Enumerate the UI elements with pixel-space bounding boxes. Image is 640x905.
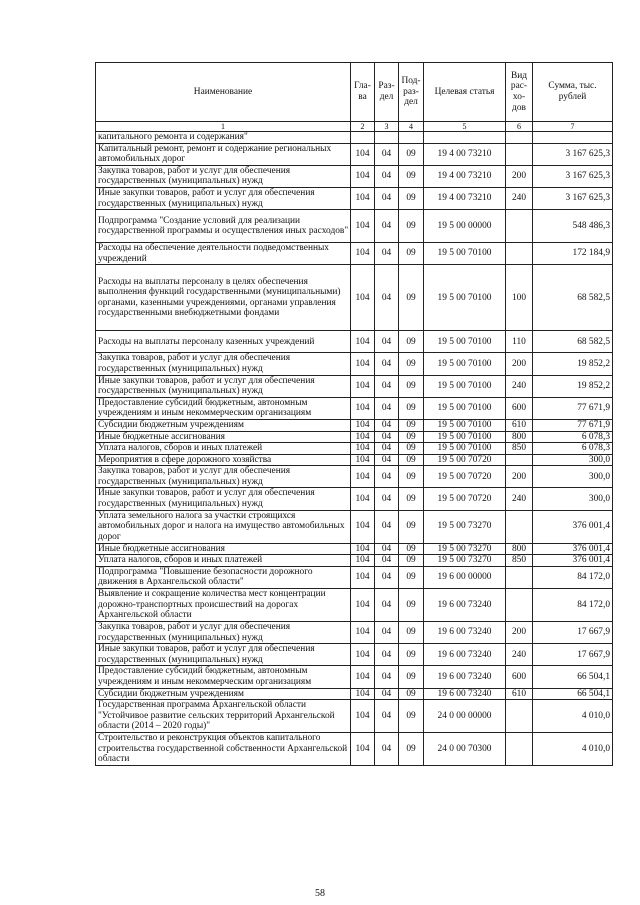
row-sum: 376 001,4 [533, 510, 613, 543]
row-podrazdel: 09 [399, 488, 424, 510]
row-podrazdel: 09 [399, 165, 424, 187]
row-expense-type: 600 [506, 397, 533, 419]
row-podrazdel: 09 [399, 733, 424, 766]
row-name: Закупка товаров, работ и услуг для обеспечения государственных (муниципальных) нужд [96, 165, 351, 187]
header-vid: Вид рас-хо-дов [506, 63, 533, 122]
row-glava: 104 [351, 700, 375, 733]
row-glava: 104 [351, 543, 375, 555]
row-target-article: 19 5 00 70100 [424, 397, 506, 419]
row-expense-type: 850 [506, 555, 533, 567]
row-sum: 376 001,4 [533, 543, 613, 555]
row-target-article: 19 5 00 70100 [424, 331, 506, 353]
row-sum: 548 486,3 [533, 210, 613, 243]
row-sum: 300,0 [533, 466, 613, 488]
row-sum: 6 078,3 [533, 431, 613, 443]
row-podrazdel: 09 [399, 510, 424, 543]
row-name: Закупка товаров, работ и услуг для обеспечения государственных (муниципальных) нужд [96, 353, 351, 375]
row-glava: 104 [351, 666, 375, 688]
row-glava: 104 [351, 488, 375, 510]
row-target-article: 19 5 00 70100 [424, 375, 506, 397]
row-razdel: 04 [375, 331, 399, 353]
row-glava: 104 [351, 644, 375, 666]
header-name: Наименование [96, 63, 351, 122]
row-target-article [424, 132, 506, 144]
table-row [96, 210, 613, 243]
row-name: Уплата налогов, сборов и иных платежей [96, 443, 351, 455]
row-glava: 104 [351, 466, 375, 488]
row-sum: 376 001,4 [533, 555, 613, 567]
table-row [96, 265, 613, 331]
row-podrazdel: 09 [399, 466, 424, 488]
row-expense-type [506, 132, 533, 144]
row-sum: 68 582,5 [533, 265, 613, 331]
table-row [96, 589, 613, 622]
row-name: Расходы на обеспечение деятельности подведомственных учреждений [96, 243, 351, 265]
row-razdel: 04 [375, 187, 399, 209]
row-expense-type: 200 [506, 622, 533, 644]
row-expense-type [506, 566, 533, 588]
row-expense-type: 200 [506, 466, 533, 488]
row-razdel: 04 [375, 622, 399, 644]
row-name: Капитальный ремонт, ремонт и содержание региональных автомобильных дорог [96, 143, 351, 165]
row-razdel [375, 132, 399, 144]
row-razdel: 04 [375, 733, 399, 766]
row-expense-type: 610 [506, 419, 533, 431]
row-podrazdel: 09 [399, 419, 424, 431]
row-glava: 104 [351, 566, 375, 588]
row-podrazdel: 09 [399, 431, 424, 443]
row-sum [533, 132, 613, 144]
table-row [96, 700, 613, 733]
table-row [96, 375, 613, 397]
row-podrazdel: 09 [399, 700, 424, 733]
row-name: Иные бюджетные ассигнования [96, 543, 351, 555]
row-glava: 104 [351, 419, 375, 431]
row-sum: 3 167 625,3 [533, 165, 613, 187]
row-glava: 104 [351, 187, 375, 209]
row-target-article: 19 4 00 73210 [424, 165, 506, 187]
row-name: Закупка товаров, работ и услуг для обеспечения государственных (муниципальных) нужд [96, 622, 351, 644]
row-glava: 104 [351, 143, 375, 165]
row-podrazdel: 09 [399, 331, 424, 353]
row-razdel: 04 [375, 666, 399, 688]
row-razdel: 04 [375, 510, 399, 543]
row-podrazdel: 09 [399, 589, 424, 622]
row-sum: 6 078,3 [533, 443, 613, 455]
row-glava: 104 [351, 688, 375, 700]
row-sum: 17 667,9 [533, 622, 613, 644]
row-target-article: 19 6 00 73240 [424, 589, 506, 622]
row-podrazdel [399, 132, 424, 144]
row-expense-type [506, 243, 533, 265]
row-target-article: 19 5 00 73270 [424, 510, 506, 543]
row-expense-type [506, 589, 533, 622]
row-sum: 4 010,0 [533, 700, 613, 733]
table-row [96, 243, 613, 265]
row-sum: 84 172,0 [533, 589, 613, 622]
row-razdel: 04 [375, 644, 399, 666]
row-expense-type: 800 [506, 543, 533, 555]
row-expense-type: 850 [506, 443, 533, 455]
row-name: Субсидии бюджетным учреждениям [96, 419, 351, 431]
row-target-article: 19 5 00 00000 [424, 210, 506, 243]
row-podrazdel: 09 [399, 143, 424, 165]
row-sum: 300,0 [533, 454, 613, 466]
row-name: Предоставление субсидий бюджетным, автономным учреждениям и иным некоммерческим организациям [96, 397, 351, 419]
row-podrazdel: 09 [399, 543, 424, 555]
row-podrazdel: 09 [399, 666, 424, 688]
row-razdel: 04 [375, 165, 399, 187]
row-name: Подпрограмма "Создание условий для реализации государственной программы и осуществления иных расходов" [96, 210, 351, 243]
row-target-article: 19 6 00 73240 [424, 688, 506, 700]
row-glava: 104 [351, 265, 375, 331]
row-name: Расходы на выплаты персоналу казенных учреждений [96, 331, 351, 353]
table-body [96, 132, 613, 766]
column-number: 4 [399, 122, 424, 132]
table-row [96, 187, 613, 209]
row-razdel: 04 [375, 431, 399, 443]
row-sum: 4 010,0 [533, 733, 613, 766]
column-number: 3 [375, 122, 399, 132]
row-sum: 300,0 [533, 488, 613, 510]
row-razdel: 04 [375, 543, 399, 555]
row-glava: 104 [351, 733, 375, 766]
budget-table [95, 62, 613, 766]
row-razdel: 04 [375, 454, 399, 466]
row-glava: 104 [351, 397, 375, 419]
table-row [96, 644, 613, 666]
row-target-article: 19 6 00 73240 [424, 622, 506, 644]
row-glava: 104 [351, 243, 375, 265]
header-glava: Гла-ва [351, 63, 375, 122]
table-row [96, 331, 613, 353]
row-target-article: 19 5 00 70100 [424, 431, 506, 443]
row-glava: 104 [351, 510, 375, 543]
row-glava: 104 [351, 210, 375, 243]
row-name: Уплата налогов, сборов и иных платежей [96, 555, 351, 567]
row-name: Строительство и реконструкция объектов капитального строительства государственной собственности Архангельской области [96, 733, 351, 766]
row-expense-type: 610 [506, 688, 533, 700]
row-name: Государственная программа Архангельской области "Устойчивое развитие сельских территорий Архангельской области (2014 – 2020 годы)" [96, 700, 351, 733]
row-target-article: 19 5 00 70100 [424, 353, 506, 375]
table-row [96, 488, 613, 510]
row-target-article: 19 5 00 70100 [424, 443, 506, 455]
row-podrazdel: 09 [399, 688, 424, 700]
row-sum: 3 167 625,3 [533, 187, 613, 209]
header-sum: Сумма, тыс. рублей [533, 63, 613, 122]
row-sum: 77 671,9 [533, 397, 613, 419]
row-glava [351, 132, 375, 144]
table-row [96, 510, 613, 543]
row-expense-type: 240 [506, 488, 533, 510]
row-sum: 68 582,5 [533, 331, 613, 353]
row-target-article: 19 5 00 70720 [424, 454, 506, 466]
table-row [96, 466, 613, 488]
row-expense-type: 200 [506, 353, 533, 375]
row-expense-type: 100 [506, 265, 533, 331]
row-expense-type [506, 454, 533, 466]
row-expense-type [506, 210, 533, 243]
table-row [96, 132, 613, 144]
row-expense-type [506, 143, 533, 165]
header-razdel: Раз-дел [375, 63, 399, 122]
row-target-article: 19 5 00 70100 [424, 243, 506, 265]
row-target-article: 19 5 00 70720 [424, 466, 506, 488]
row-expense-type [506, 510, 533, 543]
row-expense-type [506, 700, 533, 733]
row-razdel: 04 [375, 353, 399, 375]
row-podrazdel: 09 [399, 265, 424, 331]
row-razdel: 04 [375, 688, 399, 700]
column-number: 7 [533, 122, 613, 132]
header-podrazdel: Под-раз-дел [399, 63, 424, 122]
row-target-article: 19 5 00 73270 [424, 555, 506, 567]
row-razdel: 04 [375, 397, 399, 419]
table-row [96, 666, 613, 688]
row-name: капитального ремонта и содержания" [96, 132, 351, 144]
row-expense-type [506, 733, 533, 766]
row-target-article: 24 0 00 00000 [424, 700, 506, 733]
row-glava: 104 [351, 431, 375, 443]
row-podrazdel: 09 [399, 243, 424, 265]
row-target-article: 19 6 00 00000 [424, 566, 506, 588]
table-row [96, 622, 613, 644]
table-row [96, 688, 613, 700]
row-razdel: 04 [375, 443, 399, 455]
row-expense-type: 200 [506, 165, 533, 187]
row-podrazdel: 09 [399, 397, 424, 419]
row-target-article: 19 5 00 70100 [424, 419, 506, 431]
row-razdel: 04 [375, 589, 399, 622]
row-sum: 77 671,9 [533, 419, 613, 431]
row-sum: 66 504,1 [533, 666, 613, 688]
row-glava: 104 [351, 555, 375, 567]
row-glava: 104 [351, 454, 375, 466]
row-glava: 104 [351, 331, 375, 353]
column-numbers-row [96, 122, 613, 132]
row-razdel: 04 [375, 488, 399, 510]
row-name: Иные закупки товаров, работ и услуг для обеспечения государственных (муниципальных) нужд [96, 187, 351, 209]
row-glava: 104 [351, 622, 375, 644]
row-razdel: 04 [375, 466, 399, 488]
row-target-article: 19 5 00 70720 [424, 488, 506, 510]
table-row [96, 353, 613, 375]
row-expense-type: 240 [506, 644, 533, 666]
row-target-article: 19 6 00 73240 [424, 644, 506, 666]
row-name: Выявление и сокращение количества мест концентрации дорожно-транспортных происшествий на дорогах Архангельской области [96, 589, 351, 622]
column-number: 2 [351, 122, 375, 132]
row-name: Иные бюджетные ассигнования [96, 431, 351, 443]
row-name: Уплата земельного налога за участки строящихся автомобильных дорог и налога на имущество автомобильных дорог [96, 510, 351, 543]
row-name: Закупка товаров, работ и услуг для обеспечения государственных (муниципальных) нужд [96, 466, 351, 488]
page-number: 58 [315, 888, 325, 899]
row-expense-type: 800 [506, 431, 533, 443]
row-razdel: 04 [375, 419, 399, 431]
row-sum: 3 167 625,3 [533, 143, 613, 165]
row-name: Подпрограмма "Повышение безопасности дорожного движения в Архангельской области" [96, 566, 351, 588]
table-row [96, 143, 613, 165]
row-podrazdel: 09 [399, 187, 424, 209]
row-name: Предоставление субсидий бюджетным, автономным учреждениям и иным некоммерческим организациям [96, 666, 351, 688]
row-sum: 17 667,9 [533, 644, 613, 666]
row-name: Иные закупки товаров, работ и услуг для обеспечения государственных (муниципальных) нужд [96, 488, 351, 510]
row-name: Мероприятия в сфере дорожного хозяйства [96, 454, 351, 466]
row-razdel: 04 [375, 143, 399, 165]
table-row [96, 543, 613, 555]
row-podrazdel: 09 [399, 443, 424, 455]
table-row [96, 419, 613, 431]
table-header-row [96, 63, 613, 122]
row-sum: 172 184,9 [533, 243, 613, 265]
row-glava: 104 [351, 443, 375, 455]
row-target-article: 19 4 00 73210 [424, 187, 506, 209]
row-sum: 84 172,0 [533, 566, 613, 588]
row-sum: 19 852,2 [533, 375, 613, 397]
row-podrazdel: 09 [399, 353, 424, 375]
row-podrazdel: 09 [399, 644, 424, 666]
table-row [96, 733, 613, 766]
row-sum: 19 852,2 [533, 353, 613, 375]
row-glava: 104 [351, 589, 375, 622]
row-name: Субсидии бюджетным учреждениям [96, 688, 351, 700]
budget-table-container [95, 62, 612, 766]
column-number: 6 [506, 122, 533, 132]
table-row [96, 431, 613, 443]
row-name: Иные закупки товаров, работ и услуг для обеспечения государственных (муниципальных) нужд [96, 375, 351, 397]
row-expense-type: 240 [506, 187, 533, 209]
table-row [96, 454, 613, 466]
header-target: Целевая статья [424, 63, 506, 122]
row-glava: 104 [351, 165, 375, 187]
row-razdel: 04 [375, 210, 399, 243]
row-razdel: 04 [375, 265, 399, 331]
row-podrazdel: 09 [399, 555, 424, 567]
column-number: 5 [424, 122, 506, 132]
table-row [96, 555, 613, 567]
row-razdel: 04 [375, 375, 399, 397]
row-name: Расходы на выплаты персоналу в целях обеспечения выполнения функций государственными (муниципальными) органами, казенными учреждениями, органами управления государственными внебюджетными фондами [96, 265, 351, 331]
row-expense-type: 240 [506, 375, 533, 397]
row-target-article: 24 0 00 70300 [424, 733, 506, 766]
table-row [96, 566, 613, 588]
table-row [96, 397, 613, 419]
row-podrazdel: 09 [399, 375, 424, 397]
row-razdel: 04 [375, 566, 399, 588]
row-target-article: 19 6 00 73240 [424, 666, 506, 688]
row-expense-type: 600 [506, 666, 533, 688]
row-razdel: 04 [375, 243, 399, 265]
row-glava: 104 [351, 375, 375, 397]
row-sum: 66 504,1 [533, 688, 613, 700]
row-target-article: 19 5 00 70100 [424, 265, 506, 331]
row-name: Иные закупки товаров, работ и услуг для обеспечения государственных (муниципальных) нужд [96, 644, 351, 666]
row-podrazdel: 09 [399, 566, 424, 588]
row-razdel: 04 [375, 555, 399, 567]
table-row [96, 443, 613, 455]
row-target-article: 19 5 00 73270 [424, 543, 506, 555]
row-razdel: 04 [375, 700, 399, 733]
row-podrazdel: 09 [399, 622, 424, 644]
row-podrazdel: 09 [399, 210, 424, 243]
table-row [96, 165, 613, 187]
row-target-article: 19 4 00 73210 [424, 143, 506, 165]
column-number: 1 [96, 122, 351, 132]
row-expense-type: 110 [506, 331, 533, 353]
row-glava: 104 [351, 353, 375, 375]
row-podrazdel: 09 [399, 454, 424, 466]
